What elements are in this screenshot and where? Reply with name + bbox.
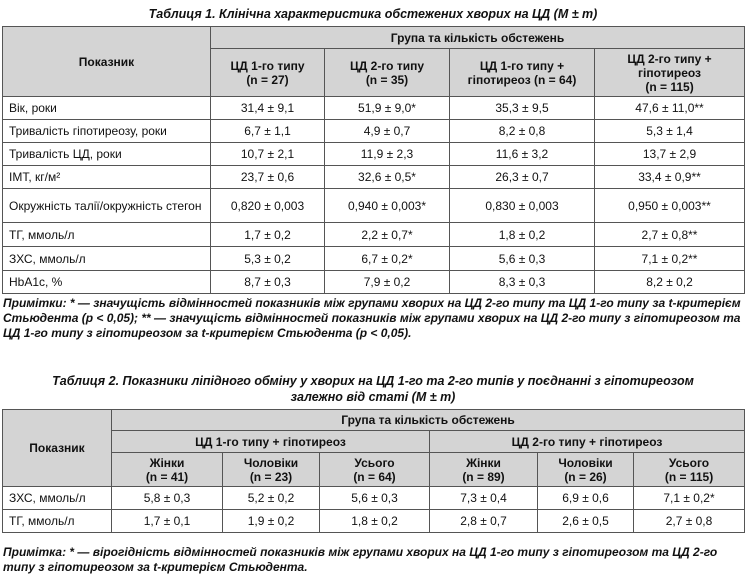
table1-col-header: ЦД 1-го типу (n = 27): [211, 49, 325, 97]
table-row: [3, 143, 745, 166]
table-cell: 11,6 ± 3,2: [450, 143, 595, 166]
table-cell: 0,940 ± 0,003*: [325, 189, 450, 223]
table2-col-header: Чоловіки (n = 23): [223, 453, 320, 487]
table-row: [3, 189, 745, 223]
table-row: [3, 223, 745, 247]
table-cell: 1,8 ± 0,2: [450, 223, 595, 247]
table-cell: 2,8 ± 0,7: [430, 510, 538, 533]
table-cell: 2,2 ± 0,7*: [325, 223, 450, 247]
table-cell: 7,3 ± 0,4: [430, 487, 538, 510]
table-row: [3, 166, 745, 189]
table1-col-header: ЦД 2-го типу (n = 35): [325, 49, 450, 97]
table-cell: 2,7 ± 0,8**: [595, 223, 745, 247]
table1: [2, 26, 745, 294]
row-label: Вік, роки: [3, 97, 211, 120]
table-cell: 47,6 ± 11,0**: [595, 97, 745, 120]
row-label: ЗХС, ммоль/л: [3, 247, 211, 271]
table-cell: 1,8 ± 0,2: [320, 510, 430, 533]
table-cell: 51,9 ± 9,0*: [325, 97, 450, 120]
table-cell: 8,3 ± 0,3: [450, 271, 595, 294]
table-cell: 8,2 ± 0,8: [450, 120, 595, 143]
table2-col-header: Усього (n = 64): [320, 453, 430, 487]
table-cell: 5,3 ± 1,4: [595, 120, 745, 143]
table-cell: 4,9 ± 0,7: [325, 120, 450, 143]
table-cell: 33,4 ± 0,9**: [595, 166, 745, 189]
table-cell: 0,830 ± 0,003: [450, 189, 595, 223]
row-label: HbA1c, %: [3, 271, 211, 294]
table-row: [3, 247, 745, 271]
table-cell: 5,2 ± 0,2: [223, 487, 320, 510]
table-cell: 1,9 ± 0,2: [223, 510, 320, 533]
table-cell: 10,7 ± 2,1: [211, 143, 325, 166]
table-cell: 0,950 ± 0,003**: [595, 189, 745, 223]
row-label: ІМТ, кг/м²: [3, 166, 211, 189]
table-cell: 31,4 ± 9,1: [211, 97, 325, 120]
table2-note: Примітка: * — вірогідність відмінностей показників між групами хворих на ЦД 1-го типу з гіпотиреозом та ЦД 2-го типу з гіпотиреозом за t-критерієм Стьюдента.: [3, 545, 718, 574]
table1-group-header: Група та кількість обстежень: [211, 27, 745, 49]
table-row: [3, 271, 745, 294]
table1-col-header: ЦД 1-го типу + гіпотиреоз (n = 64): [450, 49, 595, 97]
table2-caption: Таблиця 2. Показники ліпідного обміну у хворих на ЦД 1-го та 2-го типів у поєднанні з гіпотиреозом залежно від статі (M ± m): [52, 374, 694, 404]
table-row: [3, 120, 745, 143]
table-cell: 0,820 ± 0,003: [211, 189, 325, 223]
table-cell: 5,6 ± 0,3: [450, 247, 595, 271]
table-cell: 32,6 ± 0,5*: [325, 166, 450, 189]
table2-col-header: Жінки (n = 89): [430, 453, 538, 487]
table-cell: 26,3 ± 0,7: [450, 166, 595, 189]
table-cell: 5,8 ± 0,3: [112, 487, 223, 510]
table-cell: 2,6 ± 0,5: [538, 510, 634, 533]
table2-group-header: Група та кількість обстежень: [112, 410, 745, 431]
table-cell: 5,6 ± 0,3: [320, 487, 430, 510]
table-cell: 2,7 ± 0,8: [634, 510, 745, 533]
table1-col-header: ЦД 2-го типу + гіпотиреоз (n = 115): [595, 49, 745, 97]
table2-col-header: Усього (n = 115): [634, 453, 745, 487]
table1-indicator-header: Показник: [3, 27, 211, 97]
table-cell: 6,7 ± 0,2*: [325, 247, 450, 271]
table2-col-header: Чоловіки (n = 26): [538, 453, 634, 487]
table2-subgroup-header: ЦД 1-го типу + гіпотиреоз: [112, 431, 430, 453]
row-label: ТГ, ммоль/л: [3, 510, 112, 533]
table-cell: 6,7 ± 1,1: [211, 120, 325, 143]
table-cell: 8,7 ± 0,3: [211, 271, 325, 294]
table-cell: 1,7 ± 0,2: [211, 223, 325, 247]
table-cell: 11,9 ± 2,3: [325, 143, 450, 166]
table-cell: 23,7 ± 0,6: [211, 166, 325, 189]
row-label: ЗХС, ммоль/л: [3, 487, 112, 510]
table2-indicator-header: Показник: [3, 410, 112, 487]
table1-note: Примітки: * — значущість відмінностей показників між групами хворих на ЦД 2-го типу та ЦД 1-го типу за t-критерієм Стьюдента (p < 0,05); ** — значущість відмінностей показників між групами хворих на ЦД 2-го типу з гіпотиреозом та ЦД 1-го типу з гіпотиреозом за t-критерієм Стьюдента (p < 0,05).: [3, 296, 741, 340]
table-cell: 7,1 ± 0,2*: [634, 487, 745, 510]
table2-subgroup-header: ЦД 2-го типу + гіпотиреоз: [430, 431, 745, 453]
table-cell: 7,9 ± 0,2: [325, 271, 450, 294]
table-cell: 5,3 ± 0,2: [211, 247, 325, 271]
table-cell: 1,7 ± 0,1: [112, 510, 223, 533]
table-cell: 6,9 ± 0,6: [538, 487, 634, 510]
table2: [2, 409, 745, 533]
table-cell: 7,1 ± 0,2**: [595, 247, 745, 271]
row-label: Окружність талії/окружність стегон: [3, 189, 211, 223]
table-cell: 13,7 ± 2,9: [595, 143, 745, 166]
table-cell: 8,2 ± 0,2: [595, 271, 745, 294]
table-row: [3, 510, 745, 533]
table-row: [3, 487, 745, 510]
row-label: Тривалість гіпотиреозу, роки: [3, 120, 211, 143]
table2-col-header: Жінки (n = 41): [112, 453, 223, 487]
row-label: ТГ, ммоль/л: [3, 223, 211, 247]
table-row: [3, 97, 745, 120]
row-label: Тривалість ЦД, роки: [3, 143, 211, 166]
table-cell: 35,3 ± 9,5: [450, 97, 595, 120]
table1-caption: Таблиця 1. Клінічна характеристика обстежених хворих на ЦД (M ± m): [148, 7, 598, 21]
